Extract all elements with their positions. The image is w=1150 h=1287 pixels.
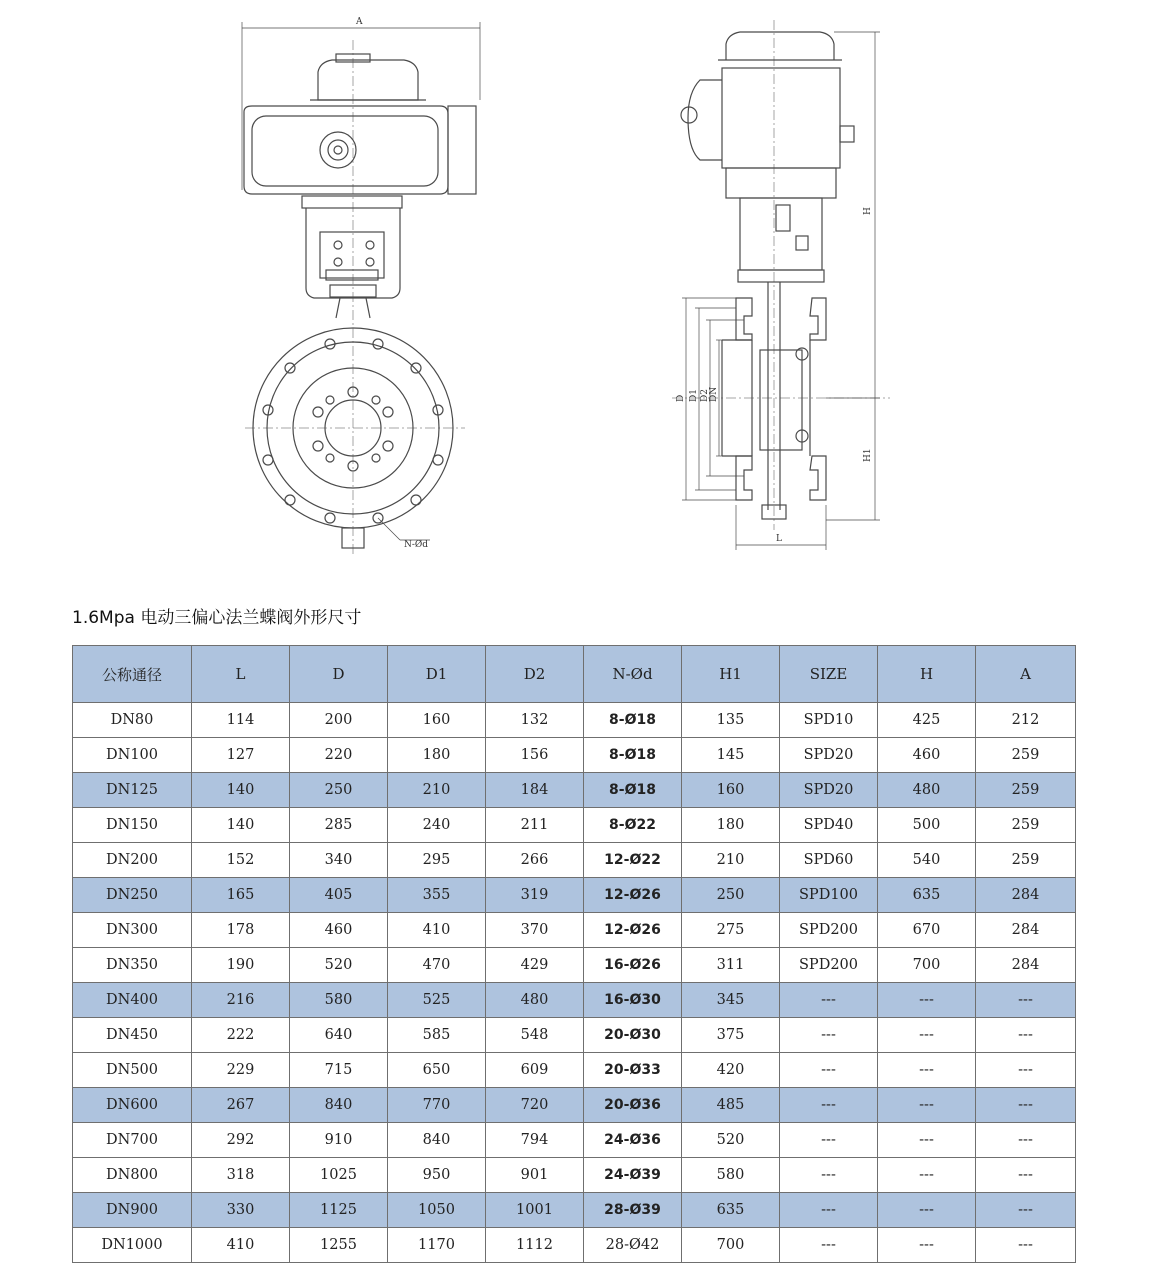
table-cell: 901 [486,1158,584,1193]
table-cell: 715 [290,1053,388,1088]
table-cell: 700 [682,1228,780,1263]
table-row [73,773,1076,808]
dim-label-h: H [863,207,873,215]
table-cell: 950 [388,1158,486,1193]
table-cell: --- [878,1123,976,1158]
table-cell: 145 [682,738,780,773]
table-cell: DN300 [73,913,192,948]
table-cell: SPD200 [780,948,878,983]
table-cell: 580 [290,983,388,1018]
dim-label-dn: DN [709,386,719,402]
table-cell: 480 [878,773,976,808]
table-cell: 340 [290,843,388,878]
table-cell: DN800 [73,1158,192,1193]
table-cell: --- [976,1088,1076,1123]
table-cell: 160 [388,703,486,738]
dimension-table [72,645,1076,1263]
table-cell: 259 [976,738,1076,773]
table-cell: 132 [486,703,584,738]
dimension-table-container [72,645,1075,1263]
table-cell: 580 [682,1158,780,1193]
table-cell: DN80 [73,703,192,738]
table-cell: 410 [192,1228,290,1263]
table-cell: DN600 [73,1088,192,1123]
table-cell: 259 [976,843,1076,878]
table-cell: DN450 [73,1018,192,1053]
table-cell: SPD20 [780,738,878,773]
table-cell: 259 [976,773,1076,808]
table-cell: DN700 [73,1123,192,1158]
table-cell: 250 [290,773,388,808]
table-cell: 210 [388,773,486,808]
table-row [73,1123,1076,1158]
front-view [242,22,480,555]
table-cell: --- [976,1053,1076,1088]
table-cell: 405 [290,878,388,913]
table-cell: 20-Ø36 [584,1088,682,1123]
table-row [73,1088,1076,1123]
table-cell: SPD20 [780,773,878,808]
table-cell: 650 [388,1053,486,1088]
table-cell: 460 [878,738,976,773]
table-cell: 259 [976,808,1076,843]
table-cell: 794 [486,1123,584,1158]
table-cell: 216 [192,983,290,1018]
dim-label-a: A [356,17,363,27]
table-cell: 635 [682,1193,780,1228]
table-row [73,1158,1076,1193]
table-cell: 12-Ø26 [584,913,682,948]
table-cell: 16-Ø26 [584,948,682,983]
table-cell: SPD100 [780,878,878,913]
table-cell: DN900 [73,1193,192,1228]
table-cell: 184 [486,773,584,808]
table-cell: 267 [192,1088,290,1123]
table-cell: 8-Ø18 [584,773,682,808]
table-cell: 284 [976,948,1076,983]
table-cell: 355 [388,878,486,913]
table-cell: SPD60 [780,843,878,878]
table-cell: 180 [682,808,780,843]
column-header: 公称通径 [73,646,192,703]
column-header: L [192,646,290,703]
table-cell: 24-Ø36 [584,1123,682,1158]
table-body [73,703,1076,1263]
table-row [73,808,1076,843]
table-cell: 330 [192,1193,290,1228]
dim-label-d2: D2 [700,389,710,402]
table-cell: 28-Ø42 [584,1228,682,1263]
table-cell: 140 [192,773,290,808]
column-header: SIZE [780,646,878,703]
table-cell: 284 [976,878,1076,913]
table-cell: --- [780,1228,878,1263]
table-cell: 275 [682,913,780,948]
table-cell: --- [976,1193,1076,1228]
column-header: A [976,646,1076,703]
table-cell: --- [878,1193,976,1228]
table-cell: 284 [976,913,1076,948]
table-cell: 16-Ø30 [584,983,682,1018]
table-cell: 520 [682,1123,780,1158]
table-cell: DN500 [73,1053,192,1088]
table-cell: 20-Ø30 [584,1018,682,1053]
table-row [73,1053,1076,1088]
table-row [73,703,1076,738]
table-cell: 485 [682,1088,780,1123]
table-cell: --- [976,1158,1076,1193]
table-cell: 585 [388,1018,486,1053]
table-cell: 470 [388,948,486,983]
table-cell: 8-Ø22 [584,808,682,843]
table-cell: 160 [682,773,780,808]
table-cell: DN125 [73,773,192,808]
table-cell: 345 [682,983,780,1018]
table-cell: 220 [290,738,388,773]
table-cell: SPD200 [780,913,878,948]
table-cell: 292 [192,1123,290,1158]
column-header: H1 [682,646,780,703]
table-cell: 250 [682,878,780,913]
valve-technical-drawing [0,0,1150,590]
table-cell: 8-Ø18 [584,738,682,773]
table-cell: 700 [878,948,976,983]
table-cell: 222 [192,1018,290,1053]
table-cell: --- [878,1158,976,1193]
table-cell: --- [878,1018,976,1053]
table-cell: 311 [682,948,780,983]
table-cell: --- [878,1088,976,1123]
column-header: D2 [486,646,584,703]
table-cell: 135 [682,703,780,738]
table-cell: 1050 [388,1193,486,1228]
table-row [73,1228,1076,1263]
table-cell: 525 [388,983,486,1018]
table-cell: 190 [192,948,290,983]
table-cell: 8-Ø18 [584,703,682,738]
table-cell: DN150 [73,808,192,843]
table-cell: --- [976,1123,1076,1158]
table-cell: DN350 [73,948,192,983]
table-cell: 770 [388,1088,486,1123]
table-cell: --- [780,1053,878,1088]
table-cell: 12-Ø22 [584,843,682,878]
table-cell: 156 [486,738,584,773]
table-cell: 720 [486,1088,584,1123]
side-view [672,20,890,550]
table-cell: 375 [682,1018,780,1053]
table-cell: 840 [290,1088,388,1123]
dim-label-d: D [676,394,686,402]
table-cell: 200 [290,703,388,738]
table-cell: 635 [878,878,976,913]
table-cell: --- [878,983,976,1018]
table-cell: 370 [486,913,584,948]
dim-label-d1: D1 [689,389,699,402]
table-cell: 211 [486,808,584,843]
table-cell: 319 [486,878,584,913]
table-cell: 127 [192,738,290,773]
table-cell: 429 [486,948,584,983]
table-cell: --- [780,1193,878,1228]
table-cell: 20-Ø33 [584,1053,682,1088]
table-cell: 266 [486,843,584,878]
table-cell: 425 [878,703,976,738]
table-cell: 840 [388,1123,486,1158]
column-header: D [290,646,388,703]
table-cell: 1112 [486,1228,584,1263]
table-header-row [73,646,1076,703]
table-cell: 670 [878,913,976,948]
table-cell: --- [780,983,878,1018]
table-row [73,1018,1076,1053]
table-cell: 180 [388,738,486,773]
page-title: 1.6Mpa 电动三偏心法兰蝶阀外形尺寸 [72,608,362,628]
table-cell: 540 [878,843,976,878]
table-cell: --- [976,1018,1076,1053]
table-cell: 229 [192,1053,290,1088]
table-cell: 212 [976,703,1076,738]
table-cell: --- [976,983,1076,1018]
table-cell: DN100 [73,738,192,773]
column-header: H [878,646,976,703]
table-cell: 609 [486,1053,584,1088]
dim-label-l: L [776,534,782,544]
table-row [73,983,1076,1018]
table-cell: 410 [388,913,486,948]
table-cell: SPD10 [780,703,878,738]
table-cell: 140 [192,808,290,843]
table-row [73,738,1076,773]
table-cell: 480 [486,983,584,1018]
table-cell: 295 [388,843,486,878]
table-cell: 1001 [486,1193,584,1228]
table-cell: DN250 [73,878,192,913]
table-cell: DN1000 [73,1228,192,1263]
table-row [73,843,1076,878]
table-cell: 24-Ø39 [584,1158,682,1193]
table-cell: 240 [388,808,486,843]
table-cell: --- [878,1053,976,1088]
table-cell: 210 [682,843,780,878]
table-row [73,948,1076,983]
table-cell: 500 [878,808,976,843]
table-cell: --- [976,1228,1076,1263]
table-cell: DN200 [73,843,192,878]
dim-label-h1: H1 [863,448,873,462]
table-row [73,1193,1076,1228]
table-cell: --- [780,1123,878,1158]
table-cell: 318 [192,1158,290,1193]
table-cell: --- [780,1158,878,1193]
column-header: D1 [388,646,486,703]
table-row [73,878,1076,913]
table-cell: 420 [682,1053,780,1088]
table-cell: --- [878,1228,976,1263]
table-cell: 152 [192,843,290,878]
table-cell: 1170 [388,1228,486,1263]
table-cell: 1255 [290,1228,388,1263]
table-cell: 640 [290,1018,388,1053]
table-cell: 1025 [290,1158,388,1193]
table-cell: 285 [290,808,388,843]
table-cell: 165 [192,878,290,913]
table-row [73,913,1076,948]
table-cell: 178 [192,913,290,948]
table-cell: 460 [290,913,388,948]
dim-label-n-d: N-Ød [404,540,429,550]
table-cell: 12-Ø26 [584,878,682,913]
table-cell: 910 [290,1123,388,1158]
table-cell: --- [780,1088,878,1123]
table-cell: 28-Ø39 [584,1193,682,1228]
table-cell: SPD40 [780,808,878,843]
table-cell: DN400 [73,983,192,1018]
table-cell: 548 [486,1018,584,1053]
table-cell: 1125 [290,1193,388,1228]
table-cell: --- [780,1018,878,1053]
column-header: N-Ød [584,646,682,703]
table-cell: 520 [290,948,388,983]
table-cell: 114 [192,703,290,738]
